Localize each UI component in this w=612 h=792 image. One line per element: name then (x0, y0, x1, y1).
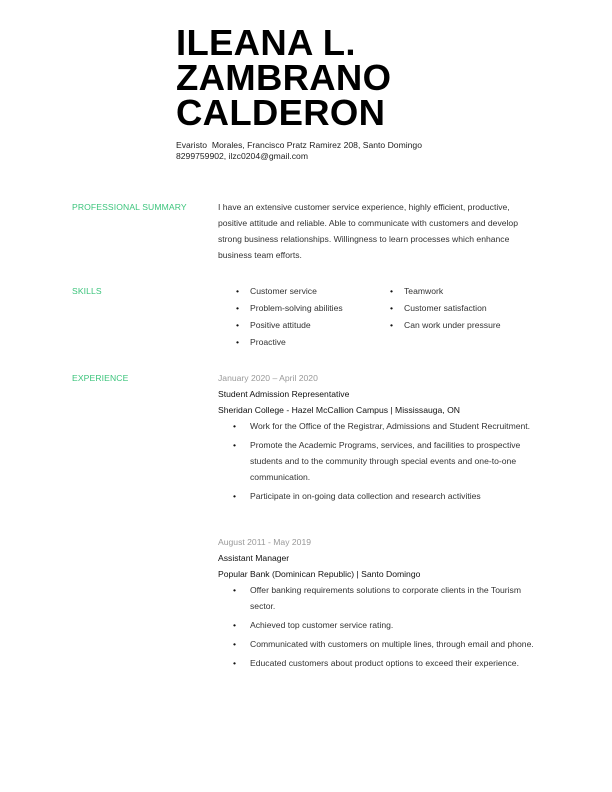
job-bullet: • Work for the Office of the Registrar, Admissions and Student Recruitment. (218, 418, 543, 434)
name-line: ILEANA L. (176, 22, 356, 63)
job-company: Sheridan College - Hazel McCallion Campus | Mississauga, ON (218, 405, 460, 415)
skill-item: • Teamwork (390, 283, 501, 300)
job-title: Assistant Manager (218, 553, 290, 563)
job-bullets (218, 582, 543, 671)
experience-heading: EXPERIENCE (72, 373, 129, 383)
job-bullet: • Achieved top customer service rating. (218, 617, 543, 633)
job-dates: January 2020 – April 2020 (218, 373, 318, 383)
summary-heading: PROFESSIONAL SUMMARY (72, 202, 187, 212)
skill-item: • Customer service (236, 283, 343, 300)
job-bullet: • Communicated with customers on multiple lines, through email and phone. (218, 636, 543, 652)
skill-item: • Proactive (236, 334, 343, 351)
skill-item: • Customer satisfaction (390, 300, 501, 317)
job-dates: August 2011 - May 2019 (218, 537, 311, 547)
job-bullet: • Promote the Academic Programs, services, and facilities to prospective students and to the community through special events and one-to-one communication. (218, 437, 543, 485)
phone-email: 8299759902, ilzc0204@gmail.com (176, 150, 308, 161)
job-entry (218, 370, 543, 507)
name-line: ZAMBRANO (176, 57, 392, 98)
skill-item: • Can work under pressure (390, 317, 501, 334)
skills-heading: SKILLS (72, 286, 102, 296)
skill-item: • Positive attitude (236, 317, 343, 334)
job-bullet: • Educated customers about product options to exceed their experience. (218, 655, 543, 671)
skills-column-1 (236, 283, 343, 351)
job-company: Popular Bank (Dominican Republic) | Santo Domingo (218, 569, 421, 579)
contact-info (176, 140, 422, 161)
job-bullet: • Offer banking requirements solutions to corporate clients in the Tourism sector. (218, 582, 543, 614)
job-bullets (218, 418, 543, 504)
summary-text: I have an extensive customer service experience, highly efficient, productive, positive attitude and reliable. Able to communicate with customers and develop strong business relationships. Willingness to learn processes which enhance business team efforts. (218, 202, 518, 260)
skills-column-2 (390, 283, 501, 334)
job-title: Student Admission Representative (218, 389, 350, 399)
address: Evaristo Morales, Francisco Pratz Ramirez 208, Santo Domingo (176, 140, 422, 150)
name-line: CALDERON (176, 92, 386, 133)
skill-item: • Problem-solving abilities (236, 300, 343, 317)
job-entry (218, 534, 543, 674)
candidate-name (176, 22, 392, 133)
job-bullet: • Participate in on-going data collection and research activities (218, 488, 543, 504)
